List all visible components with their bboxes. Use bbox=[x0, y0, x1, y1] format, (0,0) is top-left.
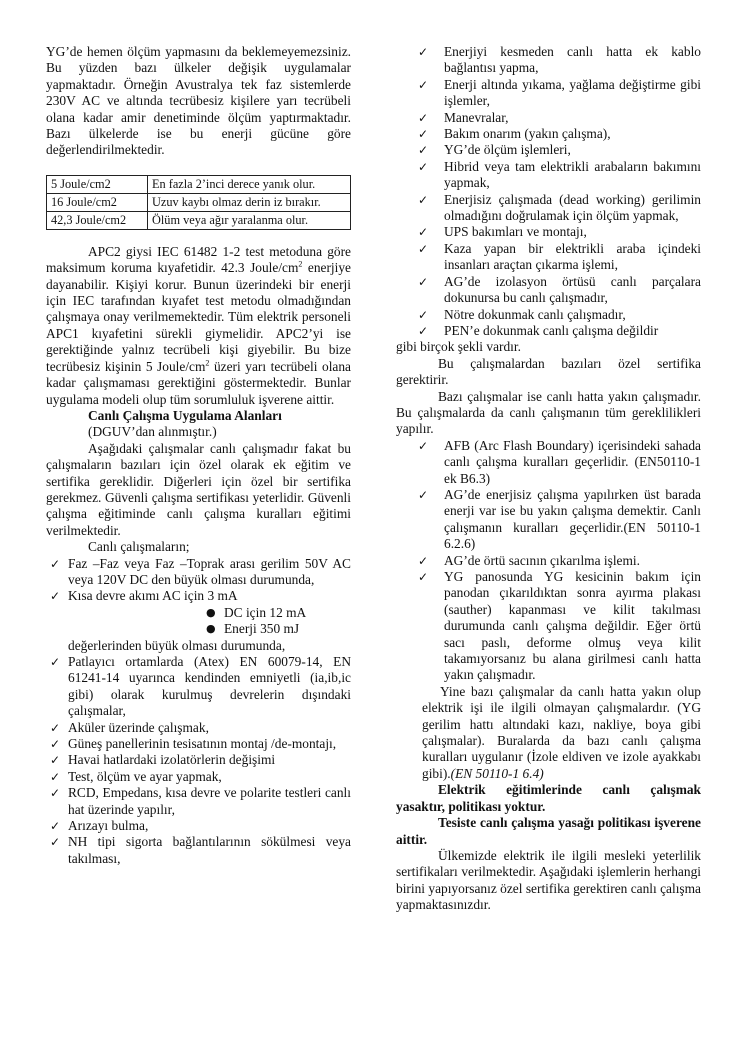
list-item bbox=[46, 834, 351, 867]
bullet-icon: ● bbox=[206, 605, 216, 619]
check-icon: ✓ bbox=[50, 556, 61, 571]
list-item-text: Arızayı bulma, bbox=[68, 818, 149, 834]
list-item-text: Nötre dokunmak canlı çalışmadır, bbox=[444, 306, 626, 322]
list-item bbox=[396, 142, 701, 158]
bold-statement-2: Tesiste canlı çalışma yasağı politikası işverene aittir. bbox=[396, 815, 701, 847]
list-item bbox=[396, 553, 701, 569]
energy-cell: 16 Joule/cm2 bbox=[47, 193, 148, 211]
list-item bbox=[396, 77, 701, 110]
energy-table bbox=[46, 175, 351, 230]
table-row bbox=[47, 175, 351, 193]
section-title: Canlı Çalışma Uygulama Alanları bbox=[88, 407, 282, 423]
check-icon: ✓ bbox=[418, 225, 429, 240]
list-item bbox=[396, 224, 701, 240]
check-icon: ✓ bbox=[418, 159, 429, 174]
near-work-paragraph: Bazı çalışmalar ise canlı hatta yakın çalışmadır. Bu çalışmalarda da canlı çalışmanın tüm gereklilikleri yapılır. bbox=[396, 388, 701, 437]
apc-text-b: enerjiye dayanabilir. Kişiyi korur. Bunun üzerindeki bir enerji için IEC tarafından kıyafet test metodu olmadığından çalışmaya onay verilmemektedir. Tüm elektrik personeli APC1 kıyafetini sürekli giymelidir. APC2’yi ise gerektiğinde yalnız tecrübeli kişi giyebilir. Bu bize tecrübesiz kişinin 5 Joule/cm bbox=[46, 260, 352, 374]
left-column bbox=[46, 44, 351, 867]
after-list-text: gibi birçok şekli vardır. bbox=[396, 339, 521, 355]
list-item-text: NH tipi sigorta bağlantılarının sökülmesi veya takılması, bbox=[68, 834, 351, 866]
final-paragraph: Ülkemizde elektrik ile ilgili mesleki yeterlilik sertifikaları verilmektedir. Aşağıdaki işlemlerin herhangi birini yapıyorsanız özel sertifika gerektiren canlı çalışma yapmaktasınızdır. bbox=[396, 847, 701, 913]
check-icon: ✓ bbox=[418, 110, 429, 125]
list-item-text: Aküler üzerinde çalışmak, bbox=[68, 719, 209, 735]
check-icon: ✓ bbox=[50, 835, 61, 850]
check-icon: ✓ bbox=[50, 589, 61, 604]
list-item-text: Bakım onarım (yakın çalışma), bbox=[444, 126, 611, 142]
check-icon: ✓ bbox=[418, 274, 429, 289]
check-icon: ✓ bbox=[418, 127, 429, 142]
list-item bbox=[396, 323, 701, 339]
list-item-text: Hibrid veya tam elektrikli arabaların bakımını yapmak, bbox=[444, 158, 701, 191]
check-icon: ✓ bbox=[418, 438, 429, 453]
effect-cell: En fazla 2’inci derece yanık olur. bbox=[148, 175, 351, 193]
list-item bbox=[396, 44, 701, 77]
list-item-text: PEN’e dokunmak canlı çalışma değildir bbox=[444, 322, 659, 338]
list-item-text: RCD, Empedans, kısa devre ve polarite testleri canlı hat üzerinde yapılır, bbox=[68, 785, 351, 817]
list-item-text: Kaza yapan bir elektrikli araba içindeki insanları araçtan çıkarma işlemi, bbox=[444, 240, 701, 273]
check-icon: ✓ bbox=[418, 77, 429, 92]
apc-paragraph bbox=[46, 244, 351, 408]
list-item-text: YG’de ölçüm işlemleri, bbox=[444, 142, 571, 158]
bullet-list bbox=[46, 605, 351, 638]
list-item-text: UPS bakımları ve montajı, bbox=[444, 224, 587, 240]
list-item-text: AG’de izolasyon örtüsü canlı parçalara dokunursa bu canlı çalışmadır, bbox=[444, 273, 701, 306]
item2-continuation: değerlerinden büyük olması durumunda, bbox=[68, 637, 286, 653]
certificate-paragraph: Bu çalışmalardan bazıları özel sertifika gerektirir. bbox=[396, 355, 701, 388]
yine-paragraph: Yine bazı çalışmalar da canlı hatta yakın olup elektrik işi ile ilgili olmayan çalışmalardır. (YG gerilim hattı altındaki kazı, nakliye, boya gibi çalışmalar). Buralarda da bazı canlı çalışma kuralları uygulanır (İzole eldiven ve izole ayakkabı gibi).(EN 50110-1 6.4) bbox=[422, 683, 701, 781]
apc-text-a: APC2 giysi IEC 61482 1-2 test metoduna göre maksimum koruma kıyafetidir. 42.3 Joule/cm bbox=[46, 243, 351, 276]
check-icon: ✓ bbox=[418, 45, 429, 59]
check-icon: ✓ bbox=[50, 769, 61, 784]
list-item bbox=[396, 438, 701, 487]
check-icon: ✓ bbox=[418, 570, 429, 584]
list-item: ✓ Faz –Faz veya Faz –Toprak arası gerilim 50V AC veya 120V DC den büyük olması durumunda, bbox=[50, 555, 351, 587]
check-icon: ✓ bbox=[50, 786, 61, 801]
apc-text-c: üzeri yarı tecrübeli olana kadar çalışmaması gerektiğini göstermektedir. Bunlar uygulama modeli olup tüm sorumluluk işverene aittir. bbox=[46, 358, 351, 407]
list-item-text: Havai hatlardaki izolatörlerin değişimi bbox=[68, 752, 276, 768]
section-source: (DGUV’dan alınmıştır.) bbox=[88, 424, 217, 440]
list-item bbox=[396, 487, 701, 553]
list-item bbox=[396, 126, 701, 142]
effect-cell: Ölüm veya ağır yaralanma olur. bbox=[148, 211, 351, 229]
list-item-text: AG’de örtü sacının çıkarılma işlemi. bbox=[444, 552, 640, 568]
intro-paragraph: YG’de hemen ölçüm yapmasını da beklemeyemezsiniz. Bu yüzden bazı ülkeler değişik uygulamalar yapmaktadır. Örneğin Avustralya tek faz sistemlerde 230V AC ve altında tecrübesiz kişilere yarı tecrübeli olana kadar amir denetiminde ölçüm yaptırmaktadır. Bazı ülkelerde ise bu enerji gücüne göre değerlendirilmektedir. bbox=[46, 44, 351, 158]
list-item bbox=[46, 769, 351, 785]
list-item bbox=[396, 274, 701, 307]
list-item-text: AFB (Arc Flash Boundary) içerisindeki sahada canlı çalışma kuralları geçerlidir. (EN50110-1 ek B6.3) bbox=[444, 437, 701, 486]
list-item bbox=[396, 159, 701, 192]
check-icon: ✓ bbox=[50, 720, 61, 735]
check-icon: ✓ bbox=[50, 655, 61, 669]
check-icon: ✓ bbox=[418, 323, 429, 338]
check-icon: ✓ bbox=[418, 241, 429, 256]
near-work-list bbox=[396, 438, 701, 684]
superscript: 2 bbox=[205, 358, 210, 368]
list-intro: Canlı çalışmaların; bbox=[88, 539, 190, 555]
list-item bbox=[396, 569, 701, 684]
list-item bbox=[46, 654, 351, 720]
live-work-list-continued bbox=[46, 654, 351, 867]
bullet-icon: ● bbox=[206, 622, 216, 636]
table-row bbox=[47, 193, 351, 211]
effect-cell: Uzuv kaybı olmaz derin iz bırakır. bbox=[148, 193, 351, 211]
live-work-list-right bbox=[396, 44, 701, 339]
list-item bbox=[396, 110, 701, 126]
list-item bbox=[46, 785, 351, 818]
table-row bbox=[47, 211, 351, 229]
list-item: ● Enerji 350 mJ bbox=[206, 621, 300, 637]
section-intro: Aşağıdaki çalışmalar canlı çalışmadır fakat bu çalışmaların bazıları için özel olarak ek eğitim ve sertifika gereklidir. Diğerleri için özel bir sertifika gerekmez. Güvenli çalışma sertifikası yeterlidir. Güvenli çalışma eğitiminde canlı çalışma kuralları eğitimi verilmektedir. bbox=[46, 440, 351, 538]
energy-cell: 5 Joule/cm2 bbox=[47, 175, 148, 193]
list-item-text: Güneş panellerinin tesisatının montaj /de-montajı, bbox=[68, 736, 337, 752]
list-item bbox=[46, 752, 351, 768]
check-icon: ✓ bbox=[418, 307, 429, 322]
list-item-text: Enerjisiz çalışmada (dead working) gerilimin olmadığını doğrulamak için ölçüm yapmak, bbox=[444, 191, 701, 224]
list-item-text: Patlayıcı ortamlarda (Atex) EN 60079-14, EN 61241-14 uyarınca kendinden emniyetli (ia,ib,ic gibi) olarak kurulmuş devrelerin dışındaki çalışmalar, bbox=[68, 654, 351, 719]
superscript: 2 bbox=[298, 259, 303, 269]
check-icon: ✓ bbox=[418, 553, 429, 568]
list-item bbox=[396, 307, 701, 323]
energy-cell: 42,3 Joule/cm2 bbox=[47, 211, 148, 229]
list-item bbox=[396, 192, 701, 225]
list-item-text: AG’de enerjisiz çalışma yapılırken üst barada enerji var ise bu yakın çalışma demektir. Canlı çalışmanın kuralları geçerlidir.(EN 50110-1 6.2.6) bbox=[444, 486, 701, 552]
right-column bbox=[396, 44, 701, 914]
list-item bbox=[396, 241, 701, 274]
check-icon: ✓ bbox=[418, 487, 429, 502]
list-item bbox=[46, 736, 351, 752]
check-icon: ✓ bbox=[418, 192, 429, 207]
bold-statement-1: Elektrik eğitimlerinde canlı çalışmak yasaktır, politikası yoktur. bbox=[396, 782, 701, 814]
list-item-text: Manevralar, bbox=[444, 109, 509, 125]
list-item bbox=[46, 818, 351, 834]
list-item: ● DC için 12 mA bbox=[206, 604, 307, 620]
list-item: ✓ Kısa devre akımı AC için 3 mA bbox=[50, 588, 238, 604]
list-item bbox=[46, 720, 351, 736]
check-icon: ✓ bbox=[50, 753, 61, 768]
list-item-text: Enerjiyi kesmeden canlı hatta ek kablo bağlantısı yapma, bbox=[444, 44, 701, 76]
standard-reference: (EN 50110-1 6.4) bbox=[450, 765, 544, 781]
check-icon: ✓ bbox=[50, 737, 61, 752]
list-item-text: Enerji altında yıkama, yağlama değiştirme gibi işlemler, bbox=[444, 76, 701, 109]
live-work-list bbox=[46, 556, 351, 605]
list-item-text: YG panosunda YG kesicinin bakım için panodan çıkarıldıktan sonra ayırma plakası (sauther) kapanması ve kilit takılması durumunda canlı çalışma değildir. Eğer örtü sacı paslı, deforme olmuş veya kilit takamıyorsanız bu alana girilmesi canlı hatta yakın çalışmadır. bbox=[444, 569, 701, 683]
check-icon: ✓ bbox=[418, 143, 429, 158]
list-item-text: Test, ölçüm ve ayar yapmak, bbox=[68, 768, 222, 784]
check-icon: ✓ bbox=[50, 819, 61, 834]
